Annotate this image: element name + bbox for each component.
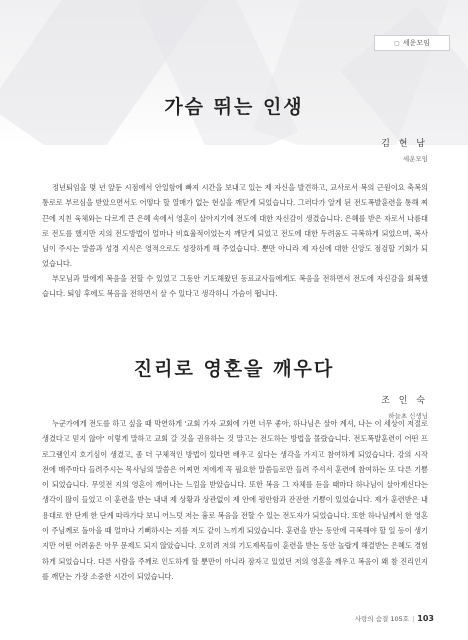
- header-background: [0, 0, 468, 145]
- square-bullet-icon: ▢: [394, 40, 400, 47]
- body-paragraph: 누군가에게 전도를 하고 싶을 때 막연하게 '교회 가자 교회에 가면 너무 좋아, 하나님은 살아 계셔, 나는 이 세상이 저절로 생겼다고 믿지 않아' 이렇게 말하고 교회 갈 것을 권유하는 것 말고는 전도하는 방법을 몰랐습니다. 전도폭발훈련이 어떤 프로그램인지 호기심이 생겼고, 좀 더 구체적인 방법이 있다면 배우고 싶다는 생각을 가지고 참여하게 되었습니다. 강의 시작 전에 매주마다 들려주시는 목사님의 말씀은 어찌면 저에게 꼭 필요한 말씀들로만 들려 주셔서 훈련에 참여하는 또 다른 기쁨이 되었습니다. 무엇전 지의 영혼이 깨어나는 느낌을 받았습니다. 또한 복음 그 자체를 듣을 때마다 하나님이 살아계신다는 생각이 많이 들었고 이 훈련을 받는 내내 제 상황과 상관없이 제 안에 평안함과 잔잔한 기쁨이 있었습니다. 제가 훈련받은 내용대로 한 단계 한 단계 따라가다 보니 어느덧 저는 흉로 복음을 전할 수 있는 전도자가 되었습니다. 또한 하나님께서 한 영혼이 주님께로 돌아올 때 얼마나 기뻐하시는 지를 저도 같이 느끼게 되었습니다. 훈련을 받는 동안에 극복해야 할 일 등이 생기지만 어떤 어려움은 아무 문제도 되지 않았습니다. 오히려 저의 기도제목들이 훈련을 받는 동안 놀랍게 해결받는 은혜도 경험하게 되었습니다. 다른 사람을 주께로 인도하게 할 뿐만이 아니라 잠자고 있었던 저의 영혼을 깨우고 복음이 왜 참 진리인지를 깨닫는 가장 소중한 시간이 되었습니다.: [42, 419, 429, 581]
- body-paragraph: 정년퇴임을 몇 년 앞둔 시점에서 안일함에 빠져 시간을 보내고 있는 제 자신을 발견하고, 교사로서 복의 근원이요 축복의 통로로 부르심을 받았으면서도 어떻다 할 열매가 없는 현실을 깨닫게 되었습니다. 그러다가 알게 된 전도폭발훈련을 통해 찌끈에 지친 육체와는 다르게 큰 은혜 속에서 영혼이 살아지기에 전도에 대한 자신감이 생겼습니다. 은혜를 받은 자로서 나름대로 전도를 했지만 지의 전도방법이 얼마나 비효율적이었는지 깨닫게 되었고 전도에 대한 두려움도 극복하게 되었으며, 복사님이 주시는 말씀과 성경 지식은 영적으로도 성장하게 해 주었습니다. 뿐만 아니라 제 자신에 대한 신앙도 점검할 기회가 되었습니다.: [42, 183, 429, 269]
- body-paragraph: 부모님과 말에게 복음을 전할 수 있었고 그동안 기도해왔던 동료교사들에게도 복음을 전하면서 전도에 자신감을 회복했습니다. 퇴임 후에도 복음을 전하면서 살 수 있다고 생각하니 가슴이 뜁니다.: [42, 274, 428, 299]
- author-block: [381, 136, 428, 163]
- section-tag-label: 세운모임: [402, 39, 430, 47]
- author-name: 김 현 남: [381, 139, 428, 149]
- article-title: 진리로 영혼을 깨우다: [133, 358, 335, 380]
- author-role: 하늘초 신생님: [388, 412, 428, 420]
- footer-separator: |: [412, 615, 415, 623]
- page-number: 103: [417, 614, 434, 623]
- author-name: 조 인 숙: [381, 396, 428, 406]
- page-footer: [355, 614, 434, 623]
- publication-name: 사랑의 숨결 105호: [354, 615, 410, 623]
- author-role: 세운모임: [402, 155, 428, 163]
- article-title: 가슴 뛰는 인생: [164, 96, 304, 118]
- section-tag: [374, 35, 450, 51]
